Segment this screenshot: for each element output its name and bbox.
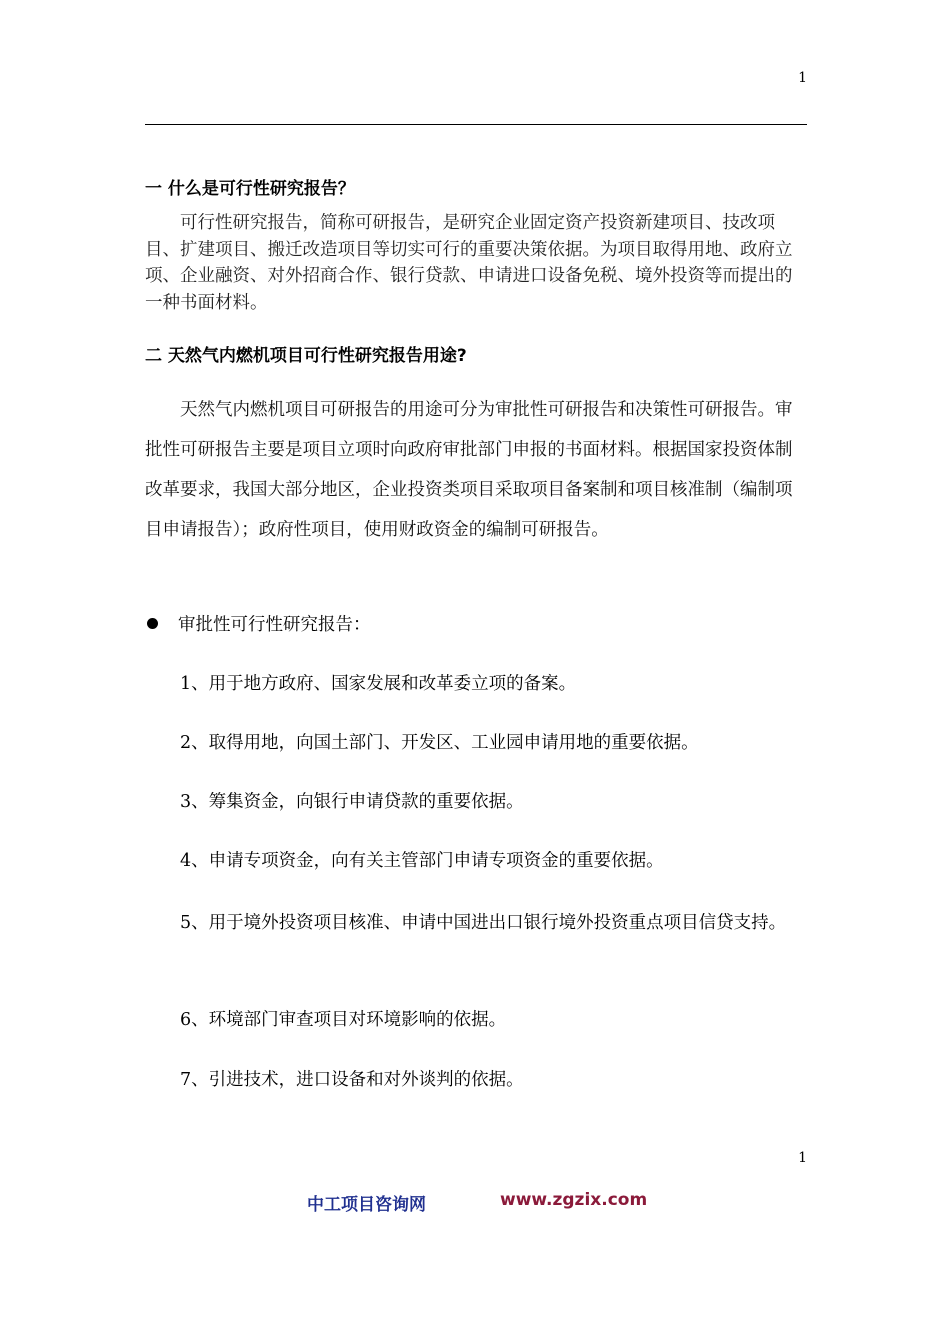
bullet-dot-icon <box>147 618 158 629</box>
list-item: 7、引进技术，进口设备和对外谈判的依据。 <box>180 1070 524 1090</box>
list-item: 3、筹集资金，向银行申请贷款的重要依据。 <box>180 792 524 812</box>
section-paragraph-2: 天然气内燃机项目可研报告的用途可分为审批性可研报告和决策性可研报告。审批性可研报告主要是项目立项时向政府审批部门申报的书面材料。根据国家投资体制改革要求，我国大部分地区，企业投资类项目采取项目备案制和项目核准制（编制项目申请报告）；政府性项目，使用财政资金的编制可研报告。 <box>145 400 793 540</box>
bullet-label: 审批性可行性研究报告： <box>178 614 371 635</box>
footer <box>0 1190 950 1216</box>
list-item: 2、取得用地，向国土部门、开发区、工业园申请用地的重要依据。 <box>180 733 699 753</box>
bullet-item <box>145 608 371 638</box>
page-number-bottom: 1 <box>798 1150 807 1166</box>
page-number-top: 1 <box>798 70 807 86</box>
header-rule <box>145 124 807 125</box>
list-item: 1、用于地方政府、国家发展和改革委立项的备案。 <box>180 674 577 694</box>
list-item: 5、用于境外投资项目核准、申请中国进出口银行境外投资重点项目信贷支持。 <box>180 913 787 933</box>
footer-site-url[interactable]: www.zgzix.com <box>500 1190 648 1210</box>
list-item: 4、申请专项资金，向有关主管部门申请专项资金的重要依据。 <box>180 851 664 871</box>
section-heading-1: 一 什么是可行性研究报告？ <box>145 179 355 199</box>
list-item: 6、环境部门审查项目对环境影响的依据。 <box>180 1010 507 1030</box>
section-paragraph-1: 可行性研究报告，简称可研报告，是研究企业固定资产投资新建项目、技改项目、扩建项目、搬迁改造项目等切实可行的重要决策依据。为项目取得用地、政府立项、企业融资、对外招商合作、银行贷款、申请进口设备免税、境外投资等而提出的一种书面材料。 <box>145 213 793 313</box>
footer-site-name: 中工项目咨询网 <box>307 1195 426 1215</box>
section-heading-2: 二 天然气内燃机项目可行性研究报告用途? <box>145 346 467 366</box>
